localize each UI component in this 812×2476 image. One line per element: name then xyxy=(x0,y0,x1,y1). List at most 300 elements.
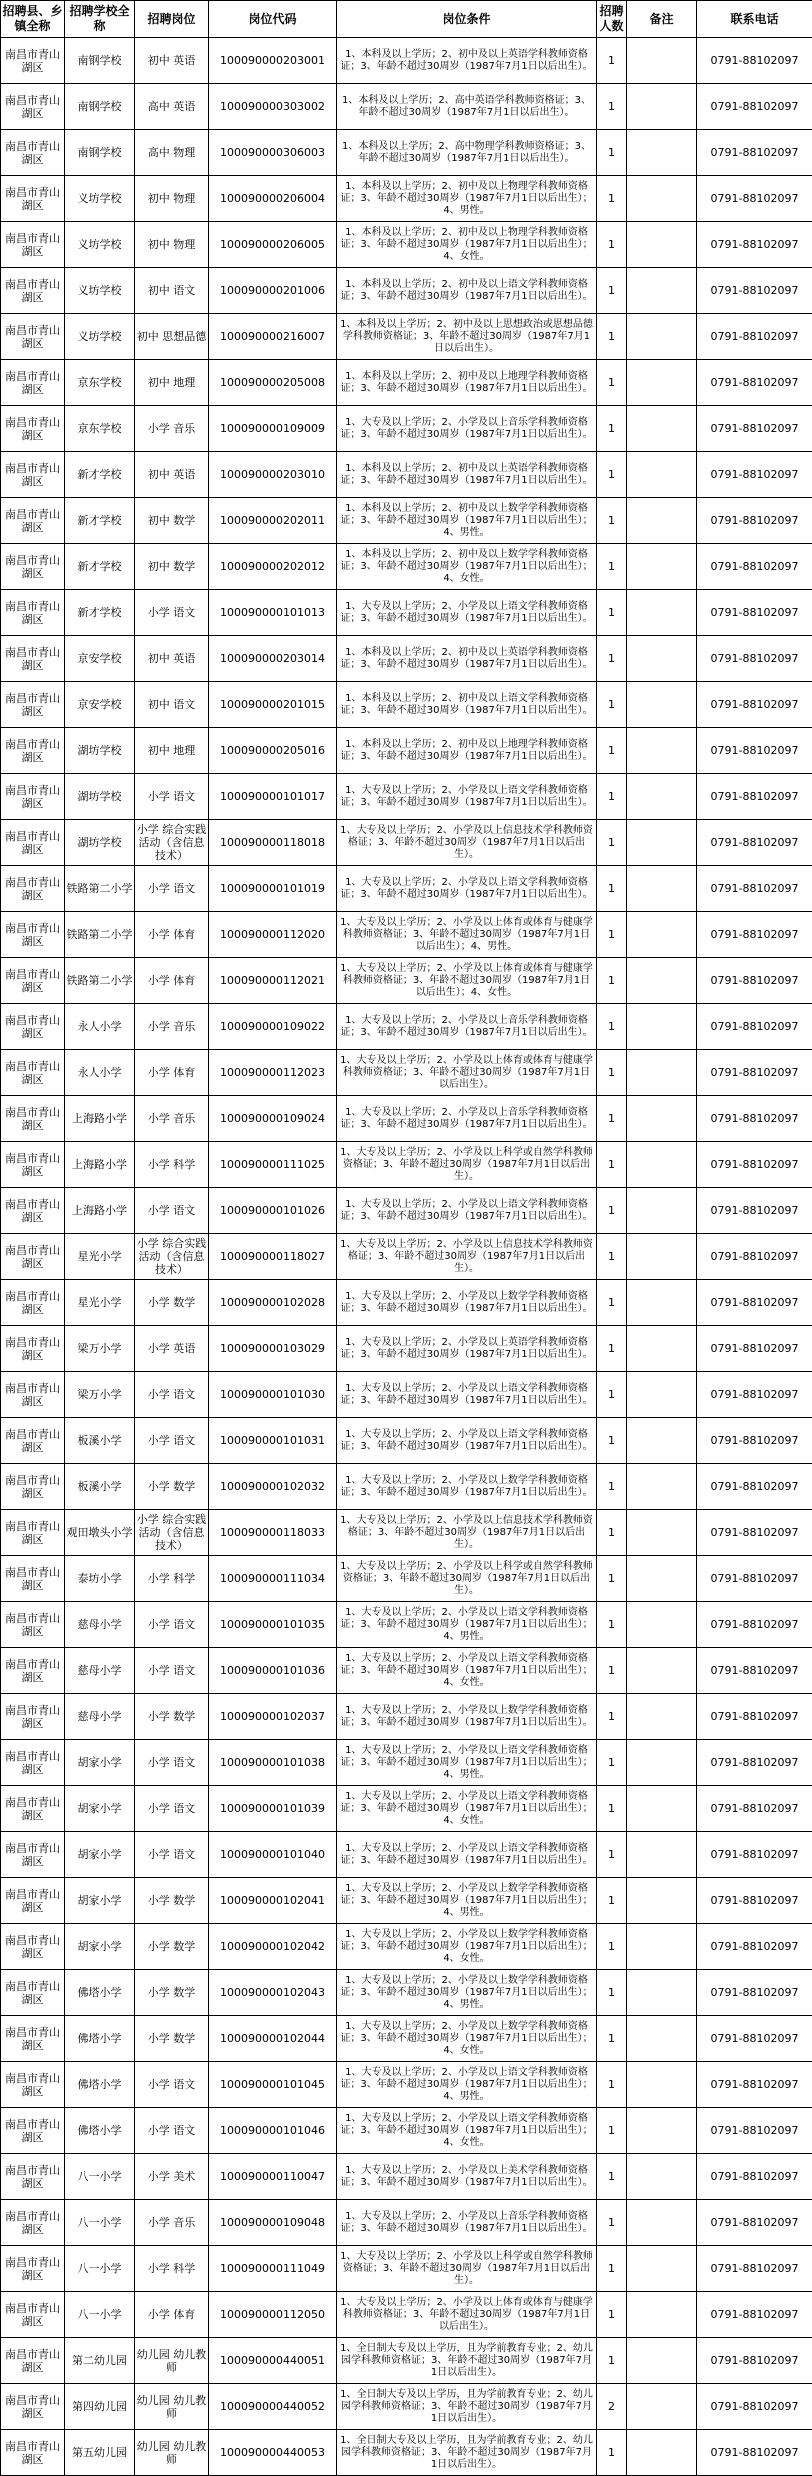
cell-count: 1 xyxy=(597,2062,627,2108)
table-row xyxy=(1,2062,812,2108)
cell-phone: 0791-88102097 xyxy=(697,314,812,360)
cell-notes xyxy=(627,544,697,590)
cell-phone: 0791-88102097 xyxy=(697,1372,812,1418)
cell-count: 1 xyxy=(597,1602,627,1648)
cell-notes xyxy=(627,130,697,176)
table-row xyxy=(1,2016,812,2062)
cell-phone: 0791-88102097 xyxy=(697,406,812,452)
cell-count: 1 xyxy=(597,1970,627,2016)
cell-count: 1 xyxy=(597,1464,627,1510)
cell-county: 南昌市青山湖区 xyxy=(1,1602,65,1648)
cell-county: 南昌市青山湖区 xyxy=(1,1924,65,1970)
cell-school: 新才学校 xyxy=(65,498,135,544)
cell-count: 1 xyxy=(597,1832,627,1878)
table-row xyxy=(1,130,812,176)
cell-code: 100090000102028 xyxy=(209,1280,337,1326)
cell-notes xyxy=(627,2154,697,2200)
table-row xyxy=(1,1832,812,1878)
cell-code: 100090000112020 xyxy=(209,912,337,958)
cell-conditions: 1、大专及以上学历；2、小学及以上语文学科教师资格证；3、年龄不超过30周岁（1987年7月1日以后出生）。 xyxy=(337,1372,597,1418)
cell-position: 小学 语文 xyxy=(135,1648,209,1694)
cell-position: 小学 语文 xyxy=(135,590,209,636)
cell-county: 南昌市青山湖区 xyxy=(1,1050,65,1096)
cell-conditions: 1、本科及以上学历；2、初中及以上地理学科教师资格证；3、年龄不超过30周岁（1987年7月1日以后出生）。 xyxy=(337,360,597,406)
table-row xyxy=(1,1694,812,1740)
cell-phone: 0791-88102097 xyxy=(697,2246,812,2292)
cell-conditions: 1、大专及以上学历；2、小学及以上语文学科教师资格证；3、年龄不超过30周岁（1987年7月1日以后出生）。 xyxy=(337,774,597,820)
cell-conditions: 1、本科及以上学历；2、初中及以上思想政治或思想品德学科教师资格证；3、年龄不超过30周岁（1987年7月1日以后出生）。 xyxy=(337,314,597,360)
cell-school: 义坊学校 xyxy=(65,222,135,268)
cell-county: 南昌市青山湖区 xyxy=(1,1142,65,1188)
cell-county: 南昌市青山湖区 xyxy=(1,866,65,912)
cell-phone: 0791-88102097 xyxy=(697,1970,812,2016)
table-row xyxy=(1,912,812,958)
cell-notes xyxy=(627,1786,697,1832)
cell-phone: 0791-88102097 xyxy=(697,2154,812,2200)
cell-county: 南昌市青山湖区 xyxy=(1,2200,65,2246)
cell-conditions: 1、大专及以上学历；2、小学及以上数学学科教师资格证；3、年龄不超过30周岁（1987年7月1日以后出生）；4、男性。 xyxy=(337,1970,597,2016)
cell-count: 1 xyxy=(597,268,627,314)
cell-conditions: 1、本科及以上学历；2、初中及以上数学学科教师资格证；3、年龄不超过30周岁（1987年7月1日以后出生）；4、男性。 xyxy=(337,498,597,544)
table-row xyxy=(1,2384,812,2430)
cell-school: 第四幼儿园 xyxy=(65,2384,135,2430)
cell-school: 佛塔小学 xyxy=(65,1970,135,2016)
cell-county: 南昌市青山湖区 xyxy=(1,268,65,314)
cell-count: 1 xyxy=(597,2108,627,2154)
table-row xyxy=(1,268,812,314)
cell-count: 1 xyxy=(597,1786,627,1832)
cell-phone: 0791-88102097 xyxy=(697,1004,812,1050)
cell-school: 上海路小学 xyxy=(65,1096,135,1142)
cell-count: 1 xyxy=(597,84,627,130)
cell-position: 初中 地理 xyxy=(135,360,209,406)
cell-code: 100090000303002 xyxy=(209,84,337,130)
cell-conditions: 1、本科及以上学历；2、高中英语学科教师资格证；3、年龄不超过30周岁（1987年7月1日以后出生）。 xyxy=(337,84,597,130)
cell-count: 1 xyxy=(597,2200,627,2246)
cell-code: 100090000112050 xyxy=(209,2292,337,2338)
cell-conditions: 1、大专及以上学历；2、小学及以上科学或自然学科教师资格证；3、年龄不超过30周岁（1987年7月1日以后出生）。 xyxy=(337,2246,597,2292)
cell-position: 高中 英语 xyxy=(135,84,209,130)
cell-phone: 0791-88102097 xyxy=(697,130,812,176)
cell-phone: 0791-88102097 xyxy=(697,728,812,774)
cell-code: 100090000306003 xyxy=(209,130,337,176)
table-row xyxy=(1,2246,812,2292)
cell-count: 1 xyxy=(597,774,627,820)
cell-county: 南昌市青山湖区 xyxy=(1,820,65,866)
cell-notes xyxy=(627,1234,697,1280)
cell-school: 八一小学 xyxy=(65,2246,135,2292)
cell-count: 1 xyxy=(597,866,627,912)
cell-conditions: 1、大专及以上学历；2、小学及以上体育或体育与健康学科教师资格证；3、年龄不超过30周岁（1987年7月1日以后出生）；4、女性。 xyxy=(337,958,597,1004)
cell-code: 100090000101046 xyxy=(209,2108,337,2154)
cell-position: 小学 数学 xyxy=(135,1694,209,1740)
cell-phone: 0791-88102097 xyxy=(697,84,812,130)
cell-notes xyxy=(627,268,697,314)
cell-notes xyxy=(627,2062,697,2108)
cell-phone: 0791-88102097 xyxy=(697,2200,812,2246)
table-header-row xyxy=(1,1,812,38)
cell-notes xyxy=(627,1970,697,2016)
cell-notes xyxy=(627,1694,697,1740)
cell-county: 南昌市青山湖区 xyxy=(1,2292,65,2338)
cell-conditions: 1、大专及以上学历；2、小学及以上语文学科教师资格证；3、年龄不超过30周岁（1987年7月1日以后出生）。 xyxy=(337,590,597,636)
cell-conditions: 1、大专及以上学历；2、小学及以上体育或体育与健康学科教师资格证；3、年龄不超过30周岁（1987年7月1日以后出生）。 xyxy=(337,2292,597,2338)
cell-conditions: 1、大专及以上学历；2、小学及以上语文学科教师资格证；3、年龄不超过30周岁（1987年7月1日以后出生）。 xyxy=(337,1832,597,1878)
cell-code: 100090000216007 xyxy=(209,314,337,360)
table-row xyxy=(1,314,812,360)
cell-notes xyxy=(627,2108,697,2154)
cell-position: 小学 数学 xyxy=(135,1464,209,1510)
cell-school: 京东学校 xyxy=(65,406,135,452)
cell-school: 慈母小学 xyxy=(65,1602,135,1648)
cell-conditions: 1、大专及以上学历；2、小学及以上数学学科教师资格证；3、年龄不超过30周岁（1987年7月1日以后出生）；4、男性。 xyxy=(337,1878,597,1924)
cell-notes xyxy=(627,1280,697,1326)
cell-count: 1 xyxy=(597,1280,627,1326)
cell-code: 100090000101039 xyxy=(209,1786,337,1832)
header-position: 招聘岗位 xyxy=(135,1,209,38)
table-row xyxy=(1,958,812,1004)
cell-school: 义坊学校 xyxy=(65,176,135,222)
cell-conditions: 1、大专及以上学历；2、小学及以上英语学科教师资格证；3、年龄不超过30周岁（1987年7月1日以后出生）。 xyxy=(337,1326,597,1372)
cell-phone: 0791-88102097 xyxy=(697,774,812,820)
cell-position: 小学 语文 xyxy=(135,1418,209,1464)
table-row xyxy=(1,1924,812,1970)
cell-notes xyxy=(627,1648,697,1694)
cell-school: 铁路第二小学 xyxy=(65,866,135,912)
cell-county: 南昌市青山湖区 xyxy=(1,774,65,820)
table-row xyxy=(1,2338,812,2384)
cell-count: 1 xyxy=(597,1050,627,1096)
cell-county: 南昌市青山湖区 xyxy=(1,176,65,222)
cell-school: 佛塔小学 xyxy=(65,2062,135,2108)
cell-code: 100090000102044 xyxy=(209,2016,337,2062)
cell-position: 初中 物理 xyxy=(135,176,209,222)
cell-conditions: 1、大专及以上学历；2、小学及以上数学学科教师资格证；3、年龄不超过30周岁（1987年7月1日以后出生）；4、女性。 xyxy=(337,1924,597,1970)
cell-notes xyxy=(627,1326,697,1372)
cell-conditions: 1、大专及以上学历；2、小学及以上信息技术学科教师资格证；3、年龄不超过30周岁（1987年7月1日以后出生）。 xyxy=(337,1510,597,1556)
cell-conditions: 1、大专及以上学历；2、小学及以上数学学科教师资格证；3、年龄不超过30周岁（1987年7月1日以后出生）。 xyxy=(337,1280,597,1326)
table-row xyxy=(1,1878,812,1924)
table-row xyxy=(1,1096,812,1142)
cell-school: 梁万小学 xyxy=(65,1372,135,1418)
cell-county: 南昌市青山湖区 xyxy=(1,38,65,84)
cell-notes xyxy=(627,2292,697,2338)
cell-notes xyxy=(627,1050,697,1096)
cell-position: 小学 综合实践活动（含信息技术） xyxy=(135,820,209,866)
table-row xyxy=(1,1510,812,1556)
cell-phone: 0791-88102097 xyxy=(697,636,812,682)
cell-notes xyxy=(627,1096,697,1142)
cell-phone: 0791-88102097 xyxy=(697,2384,812,2430)
cell-school: 泰坊小学 xyxy=(65,1556,135,1602)
cell-school: 胡家小学 xyxy=(65,1832,135,1878)
cell-code: 100090000103029 xyxy=(209,1326,337,1372)
cell-notes xyxy=(627,2246,697,2292)
cell-county: 南昌市青山湖区 xyxy=(1,728,65,774)
cell-conditions: 1、大专及以上学历；2、小学及以上语文学科教师资格证；3、年龄不超过30周岁（1987年7月1日以后出生）；4、女性。 xyxy=(337,2108,597,2154)
cell-school: 湖坊学校 xyxy=(65,774,135,820)
cell-county: 南昌市青山湖区 xyxy=(1,682,65,728)
header-county: 招聘县、乡镇全称 xyxy=(1,1,65,38)
cell-phone: 0791-88102097 xyxy=(697,1096,812,1142)
table-row xyxy=(1,2200,812,2246)
cell-position: 小学 科学 xyxy=(135,1556,209,1602)
cell-position: 小学 语文 xyxy=(135,1832,209,1878)
cell-school: 京安学校 xyxy=(65,636,135,682)
cell-count: 1 xyxy=(597,728,627,774)
cell-county: 南昌市青山湖区 xyxy=(1,590,65,636)
cell-phone: 0791-88102097 xyxy=(697,452,812,498)
table-row xyxy=(1,590,812,636)
cell-code: 100090000201015 xyxy=(209,682,337,728)
cell-county: 南昌市青山湖区 xyxy=(1,1280,65,1326)
cell-phone: 0791-88102097 xyxy=(697,38,812,84)
cell-code: 100090000101026 xyxy=(209,1188,337,1234)
table-row xyxy=(1,1464,812,1510)
cell-position: 小学 英语 xyxy=(135,1326,209,1372)
table-row xyxy=(1,1234,812,1280)
cell-count: 1 xyxy=(597,1556,627,1602)
cell-school: 南钢学校 xyxy=(65,38,135,84)
cell-phone: 0791-88102097 xyxy=(697,1694,812,1740)
cell-phone: 0791-88102097 xyxy=(697,1602,812,1648)
cell-count: 1 xyxy=(597,2154,627,2200)
cell-notes xyxy=(627,1142,697,1188)
header-notes: 备注 xyxy=(627,1,697,38)
cell-position: 小学 语文 xyxy=(135,1786,209,1832)
cell-notes xyxy=(627,498,697,544)
cell-count: 1 xyxy=(597,406,627,452)
table-row xyxy=(1,1970,812,2016)
cell-school: 第五幼儿园 xyxy=(65,2430,135,2476)
cell-phone: 0791-88102097 xyxy=(697,2016,812,2062)
cell-code: 100090000118018 xyxy=(209,820,337,866)
cell-count: 1 xyxy=(597,452,627,498)
cell-conditions: 1、大专及以上学历；2、小学及以上音乐学科教师资格证；3、年龄不超过30周岁（1987年7月1日以后出生）。 xyxy=(337,1096,597,1142)
table-row xyxy=(1,1648,812,1694)
cell-conditions: 1、大专及以上学历；2、小学及以上科学或自然学科教师资格证；3、年龄不超过30周岁（1987年7月1日以后出生）。 xyxy=(337,1556,597,1602)
cell-phone: 0791-88102097 xyxy=(697,682,812,728)
cell-county: 南昌市青山湖区 xyxy=(1,130,65,176)
cell-notes xyxy=(627,958,697,1004)
cell-notes xyxy=(627,452,697,498)
table-row xyxy=(1,1004,812,1050)
cell-notes xyxy=(627,360,697,406)
cell-county: 南昌市青山湖区 xyxy=(1,2062,65,2108)
cell-code: 100090000102041 xyxy=(209,1878,337,1924)
table-row xyxy=(1,2108,812,2154)
cell-conditions: 1、大专及以上学历；2、小学及以上体育或体育与健康学科教师资格证；3、年龄不超过30周岁（1987年7月1日以后出生）；4、男性。 xyxy=(337,912,597,958)
cell-position: 小学 体育 xyxy=(135,958,209,1004)
cell-position: 初中 英语 xyxy=(135,452,209,498)
cell-school: 京东学校 xyxy=(65,360,135,406)
cell-notes xyxy=(627,1418,697,1464)
cell-county: 南昌市青山湖区 xyxy=(1,360,65,406)
table-row xyxy=(1,360,812,406)
cell-conditions: 1、本科及以上学历；2、初中及以上数学学科教师资格证；3、年龄不超过30周岁（1987年7月1日以后出生）；4、女性。 xyxy=(337,544,597,590)
cell-phone: 0791-88102097 xyxy=(697,1832,812,1878)
cell-school: 湖坊学校 xyxy=(65,728,135,774)
cell-code: 100090000101013 xyxy=(209,590,337,636)
cell-position: 幼儿园 幼儿教师 xyxy=(135,2384,209,2430)
cell-code: 100090000440052 xyxy=(209,2384,337,2430)
table-row xyxy=(1,452,812,498)
cell-conditions: 1、大专及以上学历；2、小学及以上语文学科教师资格证；3、年龄不超过30周岁（1987年7月1日以后出生）；4、男性。 xyxy=(337,1602,597,1648)
cell-code: 100090000101040 xyxy=(209,1832,337,1878)
cell-phone: 0791-88102097 xyxy=(697,1280,812,1326)
cell-code: 100090000111049 xyxy=(209,2246,337,2292)
cell-position: 小学 体育 xyxy=(135,1050,209,1096)
cell-conditions: 1、本科及以上学历；2、初中及以上英语学科教师资格证；3、年龄不超过30周岁（1987年7月1日以后出生）。 xyxy=(337,452,597,498)
cell-count: 1 xyxy=(597,1740,627,1786)
cell-county: 南昌市青山湖区 xyxy=(1,2338,65,2384)
header-count: 招聘人数 xyxy=(597,1,627,38)
cell-code: 100090000118033 xyxy=(209,1510,337,1556)
cell-conditions: 1、本科及以上学历；2、高中物理学科教师资格证；3、年龄不超过30周岁（1987年7月1日以后出生）。 xyxy=(337,130,597,176)
cell-school: 永人小学 xyxy=(65,1050,135,1096)
cell-county: 南昌市青山湖区 xyxy=(1,2016,65,2062)
cell-conditions: 1、大专及以上学历；2、小学及以上音乐学科教师资格证；3、年龄不超过30周岁（1987年7月1日以后出生）。 xyxy=(337,2200,597,2246)
cell-position: 小学 科学 xyxy=(135,1142,209,1188)
table-row xyxy=(1,1372,812,1418)
cell-county: 南昌市青山湖区 xyxy=(1,1004,65,1050)
cell-county: 南昌市青山湖区 xyxy=(1,1510,65,1556)
cell-code: 100090000110047 xyxy=(209,2154,337,2200)
cell-school: 上海路小学 xyxy=(65,1142,135,1188)
cell-notes xyxy=(627,1004,697,1050)
cell-count: 1 xyxy=(597,958,627,1004)
cell-phone: 0791-88102097 xyxy=(697,1234,812,1280)
cell-code: 100090000202012 xyxy=(209,544,337,590)
cell-notes xyxy=(627,728,697,774)
cell-count: 1 xyxy=(597,2016,627,2062)
cell-school: 胡家小学 xyxy=(65,1878,135,1924)
cell-position: 小学 数学 xyxy=(135,1970,209,2016)
cell-conditions: 1、大专及以上学历；2、小学及以上信息技术学科教师资格证；3、年龄不超过30周岁（1987年7月1日以后出生）。 xyxy=(337,820,597,866)
cell-notes xyxy=(627,2016,697,2062)
table-row xyxy=(1,1188,812,1234)
cell-school: 义坊学校 xyxy=(65,314,135,360)
cell-school: 南钢学校 xyxy=(65,130,135,176)
table-row xyxy=(1,2430,812,2476)
cell-code: 100090000101036 xyxy=(209,1648,337,1694)
cell-phone: 0791-88102097 xyxy=(697,360,812,406)
table-row xyxy=(1,38,812,84)
table-row xyxy=(1,1740,812,1786)
cell-county: 南昌市青山湖区 xyxy=(1,1326,65,1372)
cell-count: 2 xyxy=(597,2384,627,2430)
cell-phone: 0791-88102097 xyxy=(697,866,812,912)
cell-count: 1 xyxy=(597,314,627,360)
cell-county: 南昌市青山湖区 xyxy=(1,1740,65,1786)
table-row xyxy=(1,636,812,682)
cell-phone: 0791-88102097 xyxy=(697,2338,812,2384)
table-row xyxy=(1,498,812,544)
cell-position: 小学 语文 xyxy=(135,1188,209,1234)
cell-code: 100090000109024 xyxy=(209,1096,337,1142)
cell-county: 南昌市青山湖区 xyxy=(1,636,65,682)
cell-code: 100090000203014 xyxy=(209,636,337,682)
cell-notes xyxy=(627,1878,697,1924)
cell-position: 小学 音乐 xyxy=(135,1096,209,1142)
cell-code: 100090000440053 xyxy=(209,2430,337,2476)
cell-count: 1 xyxy=(597,2246,627,2292)
cell-notes xyxy=(627,912,697,958)
cell-position: 初中 英语 xyxy=(135,636,209,682)
cell-phone: 0791-88102097 xyxy=(697,2062,812,2108)
header-conditions: 岗位条件 xyxy=(337,1,597,38)
table-row xyxy=(1,820,812,866)
cell-county: 南昌市青山湖区 xyxy=(1,452,65,498)
cell-school: 慈母小学 xyxy=(65,1694,135,1740)
cell-county: 南昌市青山湖区 xyxy=(1,406,65,452)
cell-position: 小学 数学 xyxy=(135,1924,209,1970)
cell-count: 1 xyxy=(597,636,627,682)
cell-code: 100090000101030 xyxy=(209,1372,337,1418)
cell-county: 南昌市青山湖区 xyxy=(1,958,65,1004)
cell-school: 永人小学 xyxy=(65,1004,135,1050)
table-row xyxy=(1,176,812,222)
table-row xyxy=(1,774,812,820)
table-row xyxy=(1,728,812,774)
cell-count: 1 xyxy=(597,222,627,268)
cell-school: 湖坊学校 xyxy=(65,820,135,866)
cell-conditions: 1、全日制大专及以上学历，且为学前教育专业；2、幼儿园学科教师资格证；3、年龄不超过30周岁（1987年7月1日以后出生）。 xyxy=(337,2338,597,2384)
cell-code: 100090000101031 xyxy=(209,1418,337,1464)
cell-county: 南昌市青山湖区 xyxy=(1,1188,65,1234)
cell-school: 胡家小学 xyxy=(65,1786,135,1832)
header-code: 岗位代码 xyxy=(209,1,337,38)
cell-count: 1 xyxy=(597,176,627,222)
cell-count: 1 xyxy=(597,912,627,958)
cell-notes xyxy=(627,1464,697,1510)
cell-school: 慈母小学 xyxy=(65,1648,135,1694)
cell-conditions: 1、本科及以上学历；2、初中及以上英语学科教师资格证；3、年龄不超过30周岁（1987年7月1日以后出生）。 xyxy=(337,636,597,682)
cell-position: 小学 科学 xyxy=(135,2246,209,2292)
cell-conditions: 1、本科及以上学历；2、初中及以上物理学科教师资格证；3、年龄不超过30周岁（1987年7月1日以后出生）；4、女性。 xyxy=(337,222,597,268)
cell-notes xyxy=(627,682,697,728)
cell-county: 南昌市青山湖区 xyxy=(1,1970,65,2016)
cell-county: 南昌市青山湖区 xyxy=(1,1464,65,1510)
cell-phone: 0791-88102097 xyxy=(697,1786,812,1832)
cell-conditions: 1、本科及以上学历；2、初中及以上语文学科教师资格证；3、年龄不超过30周岁（1987年7月1日以后出生）。 xyxy=(337,268,597,314)
cell-count: 1 xyxy=(597,682,627,728)
cell-county: 南昌市青山湖区 xyxy=(1,314,65,360)
cell-count: 1 xyxy=(597,1096,627,1142)
cell-position: 小学 体育 xyxy=(135,2292,209,2338)
cell-count: 1 xyxy=(597,1372,627,1418)
cell-code: 100090000101017 xyxy=(209,774,337,820)
cell-school: 八一小学 xyxy=(65,2292,135,2338)
cell-phone: 0791-88102097 xyxy=(697,590,812,636)
cell-notes xyxy=(627,2430,697,2476)
cell-school: 上海路小学 xyxy=(65,1188,135,1234)
cell-county: 南昌市青山湖区 xyxy=(1,2430,65,2476)
cell-position: 小学 综合实践活动（含信息技术） xyxy=(135,1234,209,1280)
cell-conditions: 1、大专及以上学历；2、小学及以上语文学科教师资格证；3、年龄不超过30周岁（1987年7月1日以后出生）。 xyxy=(337,1418,597,1464)
cell-code: 100090000206005 xyxy=(209,222,337,268)
cell-phone: 0791-88102097 xyxy=(697,1924,812,1970)
cell-phone: 0791-88102097 xyxy=(697,1878,812,1924)
cell-conditions: 1、大专及以上学历；2、小学及以上语文学科教师资格证；3、年龄不超过30周岁（1987年7月1日以后出生）；4、女性。 xyxy=(337,1648,597,1694)
cell-conditions: 1、大专及以上学历；2、小学及以上美术学科教师资格证；3、年龄不超过30周岁（1987年7月1日以后出生）。 xyxy=(337,2154,597,2200)
cell-position: 初中 英语 xyxy=(135,38,209,84)
cell-notes xyxy=(627,1924,697,1970)
cell-code: 100090000101019 xyxy=(209,866,337,912)
cell-county: 南昌市青山湖区 xyxy=(1,2246,65,2292)
cell-conditions: 1、大专及以上学历；2、小学及以上语文学科教师资格证；3、年龄不超过30周岁（1987年7月1日以后出生）。 xyxy=(337,866,597,912)
cell-school: 星光小学 xyxy=(65,1280,135,1326)
